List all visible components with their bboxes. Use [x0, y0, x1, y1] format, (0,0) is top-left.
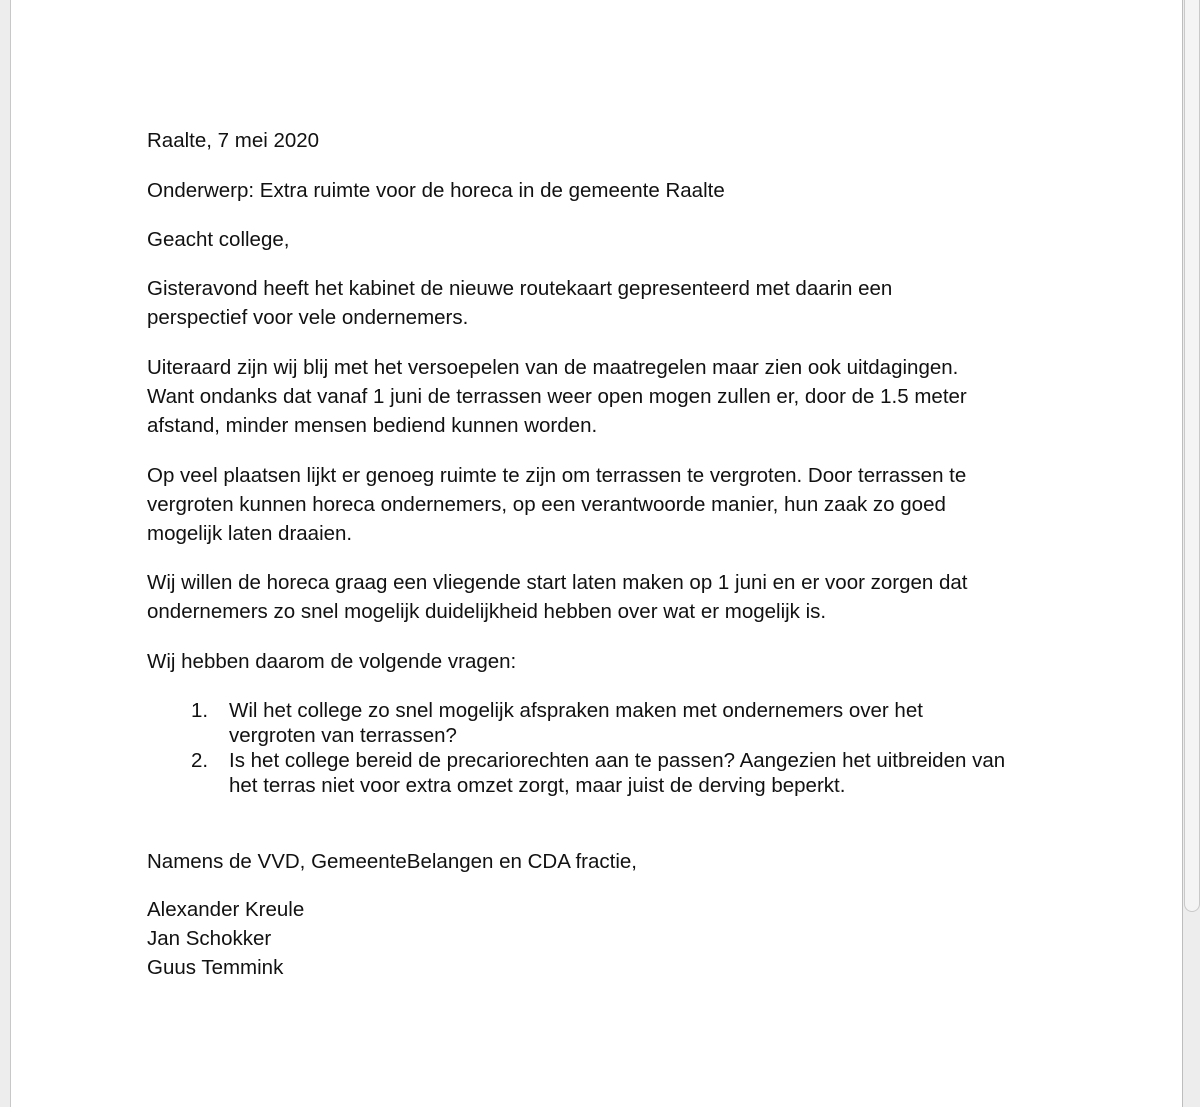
list-item-number: 2. — [191, 749, 209, 772]
date-line: Raalte, 7 mei 2020 — [147, 129, 320, 152]
paragraph-line: vergroten kunnen horeca ondernemers, op een verantwoorde manier, hun zaak zo goed — [147, 493, 946, 516]
questions-intro: Wij hebben daarom de volgende vragen: — [147, 650, 517, 673]
list-item-line: Is het college bereid de precariorechten aan te passen? Aangezien het uitbreiden van — [229, 749, 1006, 772]
subject-line: Onderwerp: Extra ruimte voor de horeca in de gemeente Raalte — [147, 179, 725, 202]
paragraph-line: Op veel plaatsen lijkt er genoeg ruimte te zijn om terrassen te vergroten. Door terrassen te — [147, 464, 967, 487]
signatory-name: Jan Schokker — [147, 927, 272, 950]
signatory-name: Alexander Kreule — [147, 898, 305, 921]
list-item-line: vergroten van terrassen? — [229, 724, 457, 747]
letter-page — [10, 0, 1183, 1107]
closing-line: Namens de VVD, GemeenteBelangen en CDA fractie, — [147, 850, 637, 873]
paragraph-line: Want ondanks dat vanaf 1 juni de terrassen weer open mogen zullen er, door de 1.5 meter — [147, 385, 967, 408]
paragraph-line: Uiteraard zijn wij blij met het versoepelen van de maatregelen maar zien ook uitdagingen. — [147, 356, 959, 379]
paragraph-line: afstand, minder mensen bediend kunnen worden. — [147, 414, 598, 437]
paragraph-line: Wij willen de horeca graag een vliegende start laten maken op 1 juni en er voor zorgen dat — [147, 571, 968, 594]
paragraph-line: mogelijk laten draaien. — [147, 522, 353, 545]
paragraph-line: perspectief voor vele ondernemers. — [147, 306, 469, 329]
signatory-name: Guus Temmink — [147, 956, 284, 979]
list-item-number: 1. — [191, 699, 209, 722]
scrollbar-thumb[interactable] — [1184, 0, 1200, 912]
salutation: Geacht college, — [147, 228, 290, 251]
list-item-line: Wil het college zo snel mogelijk afspraken maken met ondernemers over het — [229, 699, 923, 722]
list-item-line: het terras niet voor extra omzet zorgt, maar juist de derving beperkt. — [229, 774, 846, 797]
paragraph-line: Gisteravond heeft het kabinet de nieuwe routekaart gepresenteerd met daarin een — [147, 277, 893, 300]
paragraph-line: ondernemers zo snel mogelijk duidelijkheid hebben over wat er mogelijk is. — [147, 600, 827, 623]
